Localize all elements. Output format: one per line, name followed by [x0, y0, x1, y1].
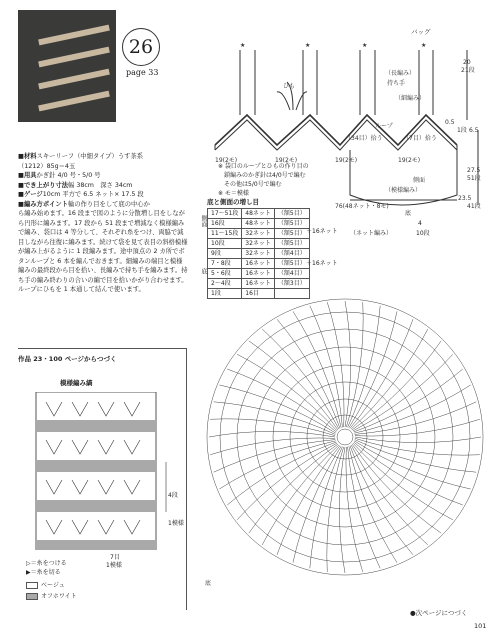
dim-label: 19(2モ) — [398, 157, 421, 164]
chart-spoke — [310, 306, 343, 428]
page-number: 101 — [474, 622, 487, 630]
chart-spoke — [249, 341, 338, 430]
chart-spoke — [219, 385, 335, 433]
row-label: 7目 — [110, 554, 120, 561]
chart-spoke — [214, 440, 336, 473]
chart-spoke — [293, 446, 341, 562]
photo-stripe — [38, 69, 110, 90]
dim-label: 41段 — [467, 203, 481, 210]
photo-stripe — [38, 91, 110, 112]
section-divider — [186, 348, 187, 610]
chart-spoke — [355, 402, 477, 435]
bag-notes — [218, 161, 309, 197]
table-side-label: 底 — [200, 268, 207, 274]
dim-label: 21段 — [461, 67, 475, 74]
table-row: 10段 32ネット （額5目） — [208, 239, 310, 249]
note-line: その他は5/0号で編む — [218, 181, 282, 188]
material-line: ■編み方ポイント輪の作り目をして底の中心か — [18, 200, 150, 208]
chart-spoke — [262, 329, 339, 429]
circ-label: 76(48ネット・8モ) — [335, 203, 389, 210]
photo-stripe — [38, 25, 110, 46]
star-icon: ★ — [421, 42, 427, 49]
dim-label: 19(2モ) — [215, 157, 238, 164]
pick-label: （7目）拾う — [403, 135, 437, 142]
continuation-title: 作品 23・100 ページからつづく — [18, 355, 117, 363]
loop-label: ループ — [375, 123, 393, 130]
photo-stripe — [38, 47, 110, 68]
triangle-filled-icon: ▶ — [26, 569, 31, 576]
material-line: ■用具かぎ針 4/0 号・5/0 号 — [18, 172, 101, 179]
table-row: 9段 32ネット （額4目） — [208, 249, 310, 259]
legend-beige: ベージュ — [26, 580, 65, 589]
note-line: 鎖編みのかぎ針は4/0号で編む — [218, 172, 306, 179]
chart-spoke — [237, 443, 337, 520]
note-line: ※ モ＝模様 — [218, 190, 249, 197]
stripe-label: 4段 — [168, 492, 178, 499]
legend-offwhite: オフホワイト — [26, 591, 77, 600]
star-icon: ★ — [362, 42, 368, 49]
chart-spoke — [209, 431, 335, 437]
chart-spoke — [249, 444, 338, 533]
dim-label: 6.5 — [469, 127, 479, 134]
table-row: 11〜15段 32ネット （額5目） — [208, 229, 310, 239]
chart-spoke — [237, 354, 337, 431]
dim-label: 27.5 — [467, 167, 481, 174]
bottom-chart-label: 底 — [205, 580, 212, 587]
instructions-paragraph: ら編み始めます。16 段まで図のように分散増し目をしながら円形に編みます。17 段から 51 段まで増減なく模様編みで編み、袋口は 4 等分して、それぞれ糸をつけ、両脇で減目しながら往復に編みます。続けて袋を見て表目の斜格模様が編み上がるように 1 段編みます。途中頂点の 2 カ所でボタンループと 6 本を編んでおきます。細編みの端目と模様編みの最終段から目を拾い、長編みで持ち手を編みます。持ち手の編み終わりの合いの編で目を拾いかがり合わせます。ループにひもを 1 本通して結んで使います。 — [18, 210, 188, 293]
table-row: 1段 16目 — [208, 289, 310, 299]
table-row: 7・8段 16ネット （額5目） — [208, 259, 310, 269]
bottom-round-chart — [200, 292, 490, 582]
chart-spoke — [351, 445, 428, 545]
bag-title: バッグ — [411, 28, 431, 36]
chart-spoke — [353, 354, 453, 431]
material-line: ■ゲージ10cm 平方で 6.5 ネット× 17.5 段 — [18, 191, 144, 198]
net-label: （ネット編み） — [350, 230, 393, 237]
chart-spoke — [327, 302, 344, 427]
dim-label: 51段 — [467, 175, 481, 182]
chart-spoke — [355, 419, 480, 436]
chart-spoke — [214, 402, 336, 435]
chart-spoke — [348, 447, 381, 569]
chart-spoke — [355, 440, 477, 473]
chart-spoke — [262, 445, 339, 545]
section-divider — [18, 348, 186, 349]
dim-label: 1段 — [457, 127, 467, 134]
chart-spoke — [352, 444, 441, 533]
material-line: ■材料スキーリーフ（中細タイプ）うす茶系 — [18, 153, 144, 160]
dim-label: 23.5 — [458, 195, 472, 202]
table-title: 底と側面の増し目 — [207, 198, 259, 206]
triangle-icon: ▷ — [26, 560, 31, 567]
handle-label: 持ち手 — [387, 80, 406, 87]
stripe-pattern-chart — [26, 392, 178, 550]
legend-swatch — [26, 582, 38, 589]
pattern-label: （模様編み） — [385, 187, 422, 194]
chart-title: 模様編み縞 — [60, 379, 93, 387]
pick-label: （34目）拾う — [345, 135, 383, 142]
inc-label: ＋16ネット — [306, 260, 338, 267]
table-row: 5・6段 16ネット （額4目） — [208, 269, 310, 279]
table-side-label: 側面 — [200, 215, 207, 227]
star-icon: ★ — [240, 42, 246, 49]
dim-label: 19(2モ) — [275, 157, 298, 164]
symbol-attach: ▷＝糸をつける — [26, 560, 67, 567]
chart-spoke — [348, 306, 381, 428]
chart-spoke — [351, 329, 428, 429]
edge-label: （細編み） — [395, 95, 426, 102]
chart-spoke — [339, 447, 345, 573]
materials-block — [18, 152, 188, 295]
dim-label: 20 — [463, 59, 471, 66]
dim-label: 0.5 — [445, 119, 455, 126]
table-row: 2〜4段 16ネット （額3目） — [208, 279, 310, 289]
dim-label: 10段 — [416, 230, 430, 237]
table-row: 17〜51段 48ネット （額5目） — [208, 209, 310, 219]
symbol-cut: ▶＝糸を切る — [26, 569, 61, 576]
himo-label: ひも — [283, 83, 296, 90]
bottom-label: 底 — [405, 210, 412, 217]
chart-spoke — [310, 447, 343, 569]
pattern-number: 26 — [122, 28, 160, 66]
chart-spoke — [354, 441, 470, 489]
chart-spoke — [352, 341, 441, 430]
dim-label: 19(2モ) — [335, 157, 358, 164]
chart-spoke — [210, 438, 335, 455]
chart-spoke — [353, 443, 453, 520]
side-label: 側面 — [413, 177, 426, 184]
chart-spoke — [346, 447, 363, 572]
dim-label: 4 — [418, 220, 422, 227]
legend-swatch — [26, 593, 38, 600]
material-line: （1212）85g＝4玉 — [18, 162, 76, 170]
repeat-label: 1模様 — [106, 562, 122, 569]
material-line: ■でき上がり寸法幅 38cm 深さ 34cm — [18, 181, 133, 189]
page-ref: page 33 — [126, 68, 159, 77]
handle-stitch-label: （長編み） — [385, 70, 416, 77]
star-icon: ★ — [305, 42, 311, 49]
chart-spoke — [345, 301, 351, 427]
increase-table — [207, 197, 310, 299]
bag-photo — [18, 10, 116, 122]
stripe-label: 1模様 — [168, 520, 184, 527]
next-page-note: ●次ページにつづく — [410, 609, 468, 617]
chart-spoke — [355, 437, 481, 443]
table-row: 16段 48ネット （額5目） — [208, 219, 310, 229]
inc-label: ＋16ネット — [306, 228, 338, 235]
note-line: ※ 袋口のループとひもの作り目の — [218, 163, 309, 170]
chart-spoke — [349, 311, 397, 427]
